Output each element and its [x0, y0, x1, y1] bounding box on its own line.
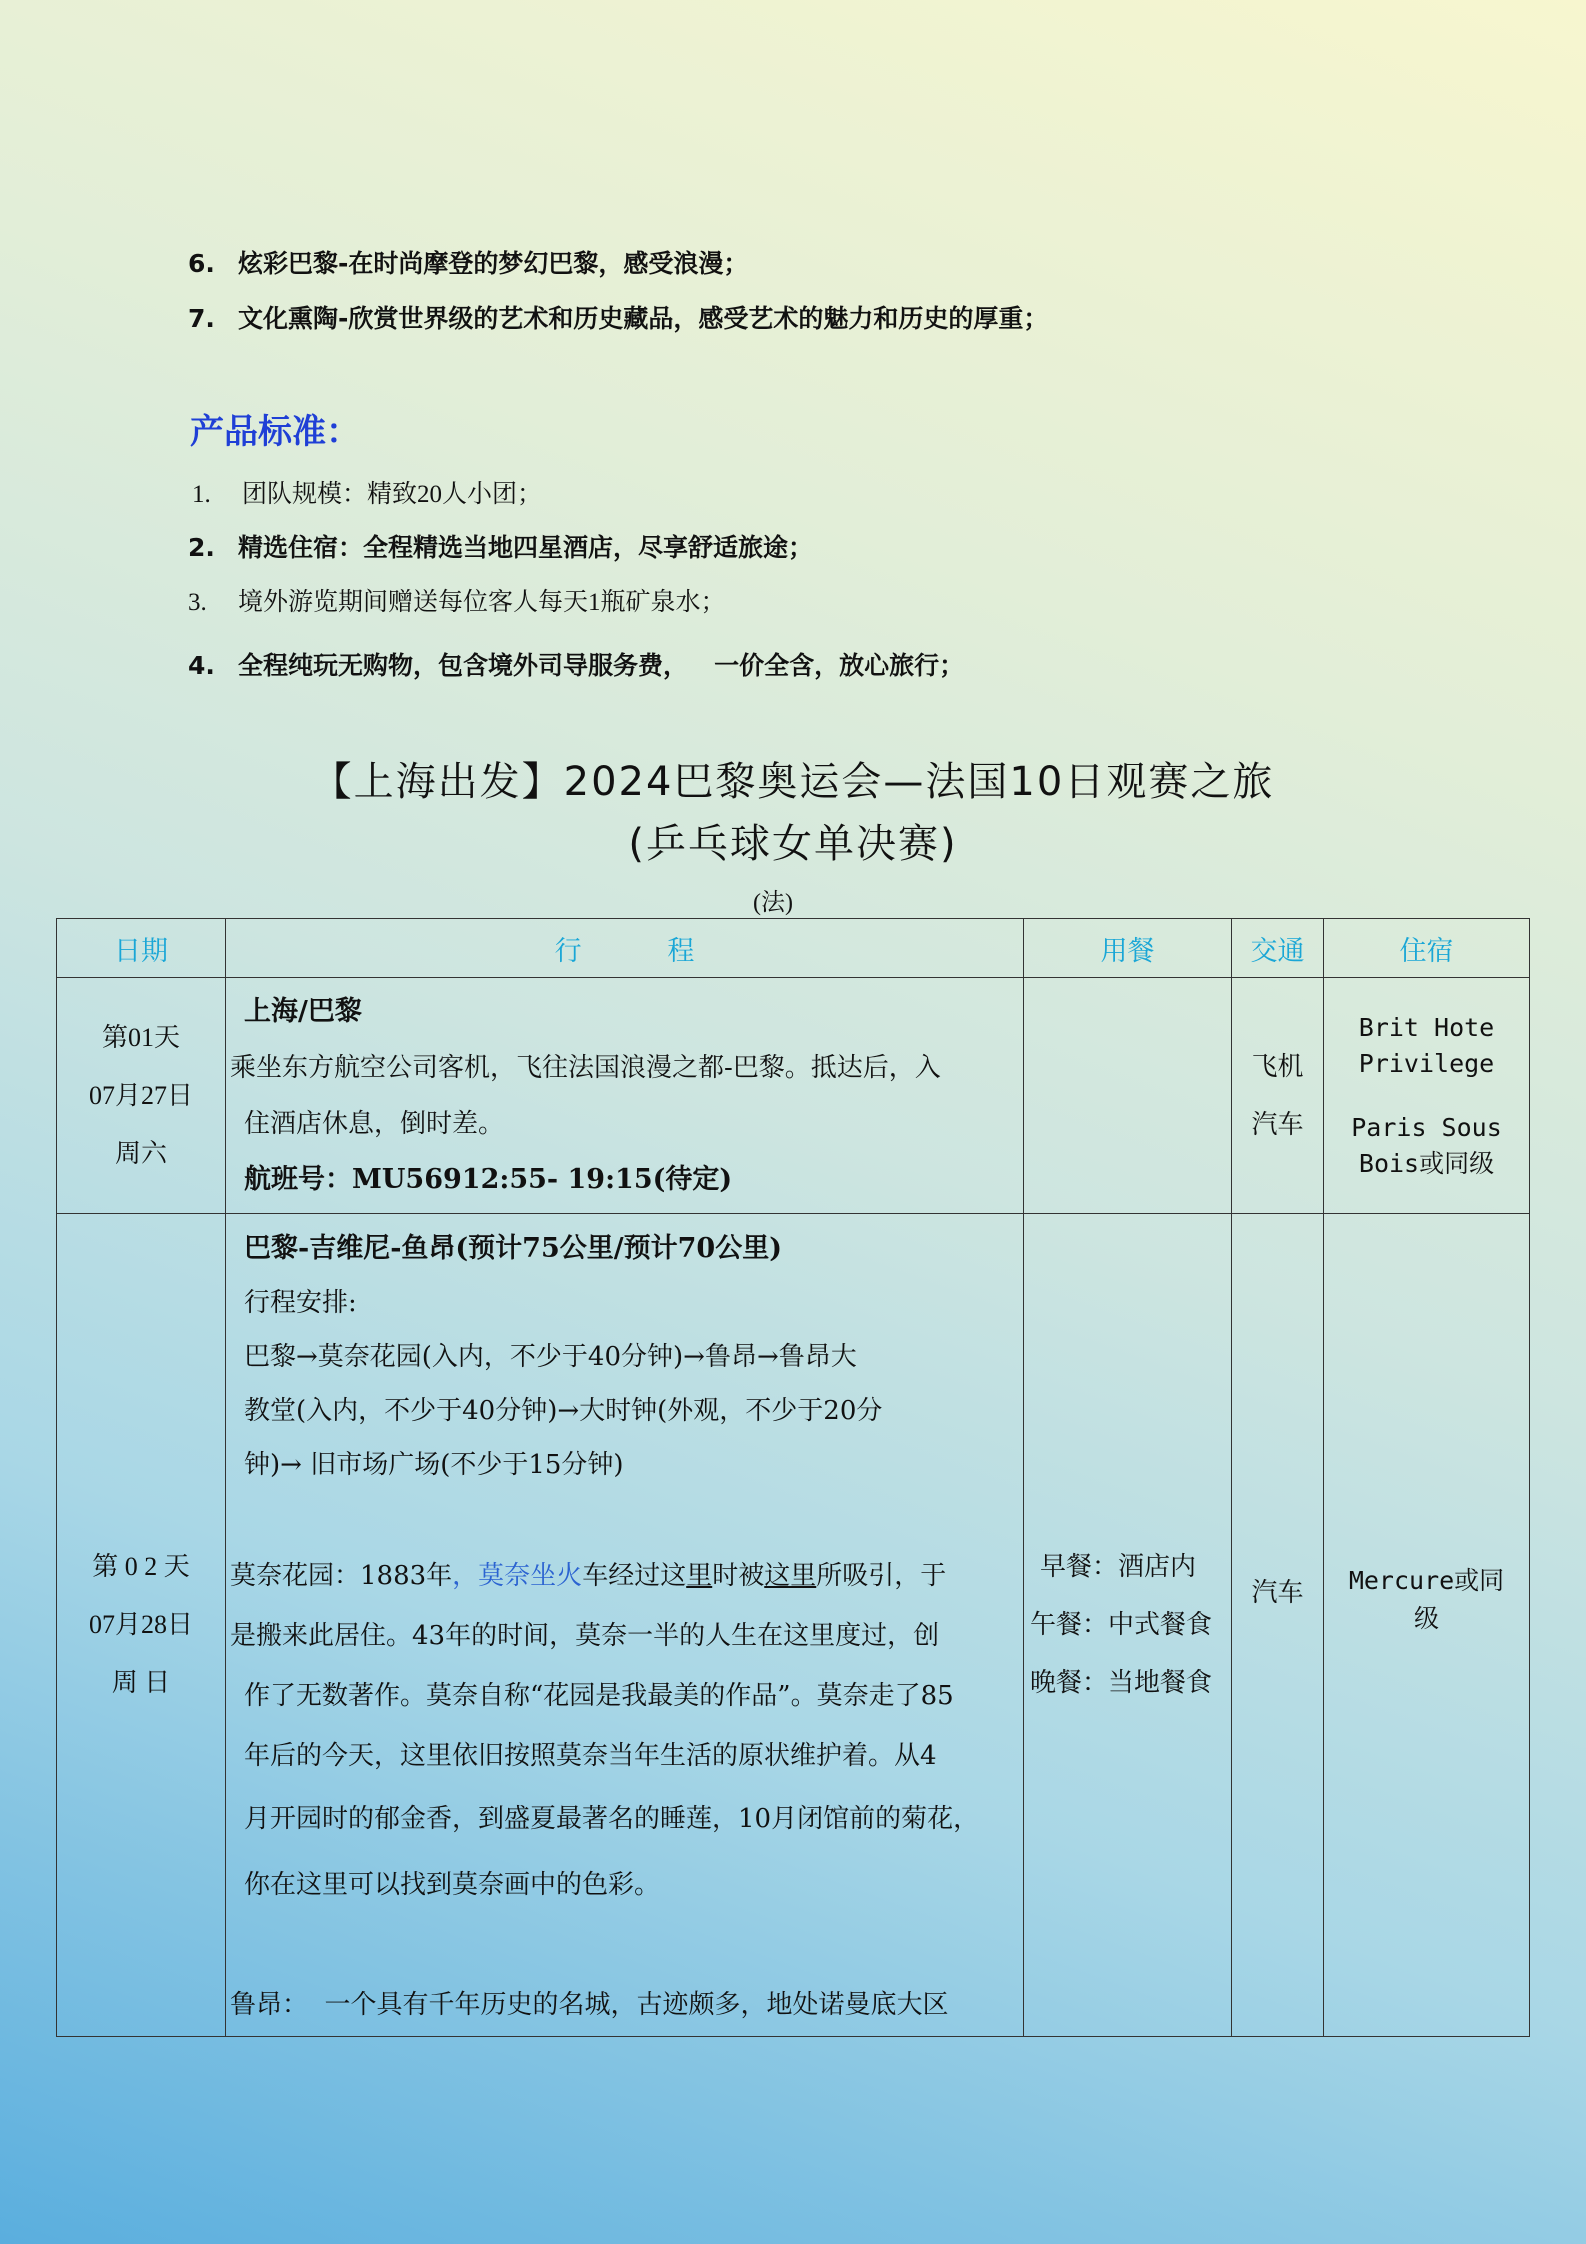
day-cell: [57, 978, 226, 1214]
day-date: 07月27日: [88, 1080, 193, 1110]
day-label: 第01天: [101, 1022, 180, 1052]
text-span: 这里: [764, 1561, 817, 1591]
list-text: 精选住宿：全程精选当地四星酒店，尽享舒适旅途；: [238, 533, 814, 562]
transport-item: 汽车: [1251, 1109, 1304, 1139]
text-span: 莫奈花园：1883年: [230, 1561, 453, 1591]
list-text: 炫彩巴黎-在时尚摩登的梦幻巴黎，感受浪漫；: [238, 249, 749, 278]
hotel-name: Privilege: [1358, 1048, 1495, 1078]
header-itinerary: 行 程: [226, 919, 1024, 978]
standard-item-1: [192, 474, 542, 510]
transport-cell: [1232, 1214, 1324, 2037]
hotel-name: Bois或同级: [1358, 1148, 1495, 1178]
text-span: 时被: [712, 1561, 765, 1591]
country-tag: (法): [753, 890, 793, 916]
day-date: 07月28日: [88, 1610, 193, 1639]
transport-item: 飞机: [1251, 1051, 1304, 1081]
plan-text: 巴黎→莫奈花园(入内，不少于40分钟)→鲁昂→鲁昂大: [244, 1342, 857, 1372]
table-row: [57, 978, 1530, 1214]
monet-text: 你在这里可以找到莫奈画中的色彩。: [244, 1870, 661, 1900]
table-header-row: [57, 919, 1530, 978]
list-number: 3.: [188, 589, 207, 616]
tour-title: 【上海出发】2024巴黎奥运会—法国10日观赛之旅: [311, 759, 1275, 805]
list-number: 1.: [192, 481, 211, 508]
meal-item: 午餐：中式餐食: [1030, 1610, 1213, 1639]
meal-item: 早餐：酒店内: [1040, 1552, 1197, 1581]
hotel-cell: [1324, 1214, 1530, 2037]
itinerary-table: [56, 918, 1530, 2037]
meals-cell: [1024, 1214, 1232, 2037]
flight-info: 航班号：MU56912:55- 19:15(待定): [244, 1163, 733, 1195]
meal-item: 晚餐：当地餐食: [1030, 1668, 1213, 1697]
itinerary-cell: [226, 1214, 1024, 2037]
monet-text: 是搬来此居住。43年的时间，莫奈一半的人生在这里度过，创: [230, 1621, 940, 1651]
transport-item: 汽车: [1251, 1577, 1304, 1607]
monet-paragraph-line: [230, 1546, 1023, 1606]
header-hotel: 住宿: [1324, 919, 1530, 978]
plan-text: 钟)→ 旧市场广场(不少于15分钟): [244, 1450, 624, 1480]
text-span: 里: [686, 1561, 713, 1591]
route-title: 上海/巴黎: [244, 995, 362, 1027]
list-text: 文化熏陶-欣赏世界级的艺术和历史藏品，感受艺术的魅力和历史的厚重；: [238, 304, 1049, 333]
hotel-cell: [1324, 978, 1530, 1214]
list-number: 6.: [188, 249, 215, 278]
plan-label: 行程安排:: [244, 1288, 357, 1318]
hotel-name: Paris Sous: [1351, 1112, 1502, 1142]
tour-subtitle: (乒乓球女单决赛): [628, 821, 958, 867]
text-span: ，莫奈坐火: [452, 1561, 583, 1591]
day-cell: [57, 1214, 226, 2037]
day-weekday: 周六: [114, 1138, 167, 1168]
table-row: [57, 1214, 1530, 2037]
transport-cell: [1232, 978, 1324, 1214]
hotel-name: 级: [1413, 1604, 1439, 1633]
list-text: 团队规模：精致20人小团；: [242, 481, 543, 508]
meals-cell: [1024, 978, 1232, 1214]
standard-item-4: [188, 646, 964, 682]
list-text: 境外游览期间赠送每位客人每天1瓶矿泉水；: [238, 589, 726, 616]
list-text: 全程纯玩无购物，包含境外司导服务费， 一价全含，放心旅行；: [238, 651, 965, 680]
standards-title: 产品标准：: [190, 412, 360, 452]
plan-text: 教堂(入内，不少于40分钟)→大时钟(外观，不少于20分: [244, 1396, 883, 1426]
day-weekday: 周 日: [111, 1668, 171, 1697]
header-date: 日期: [57, 919, 226, 978]
header-meals: 用餐: [1024, 919, 1232, 978]
highlight-item-7: [188, 299, 1048, 335]
hotel-name: Mercure或同: [1348, 1566, 1505, 1595]
text-span: 车经过这: [582, 1561, 687, 1591]
list-number: 4.: [188, 651, 215, 680]
header-transport: 交通: [1232, 919, 1324, 978]
route-title: 巴黎-吉维尼-鱼昂(预计75公里/预计70公里): [244, 1233, 782, 1264]
standard-item-2: [188, 528, 813, 564]
text-span: 所吸引，于: [816, 1561, 947, 1591]
day-label: 第 0 2 天: [92, 1552, 190, 1581]
itinerary-cell: [226, 978, 1024, 1214]
highlight-item-6: [188, 244, 748, 280]
monet-text: 年后的今天，这里依旧按照莫奈当年生活的原状维护着。从4: [244, 1741, 937, 1771]
standard-item-3: [188, 582, 726, 618]
list-number: 2.: [188, 533, 215, 562]
list-number: 7.: [188, 304, 215, 333]
rouen-text: 鲁昂： 一个具有千年历史的名城，古迹颇多，地处诺曼底大区: [230, 1990, 949, 2020]
monet-text: 月开园时的郁金香，到盛夏最著名的睡莲，10月闭馆前的菊花，: [244, 1804, 980, 1834]
hotel-name: Brit Hote: [1358, 1012, 1495, 1042]
itinerary-text: 住酒店休息，倒时差。: [244, 1108, 505, 1139]
itinerary-text: 乘坐东方航空公司客机，飞往法国浪漫之都-巴黎。抵达后，入: [230, 1052, 941, 1083]
monet-text: 作了无数著作。莫奈自称“花园是我最美的作品”。莫奈走了85: [244, 1681, 954, 1711]
